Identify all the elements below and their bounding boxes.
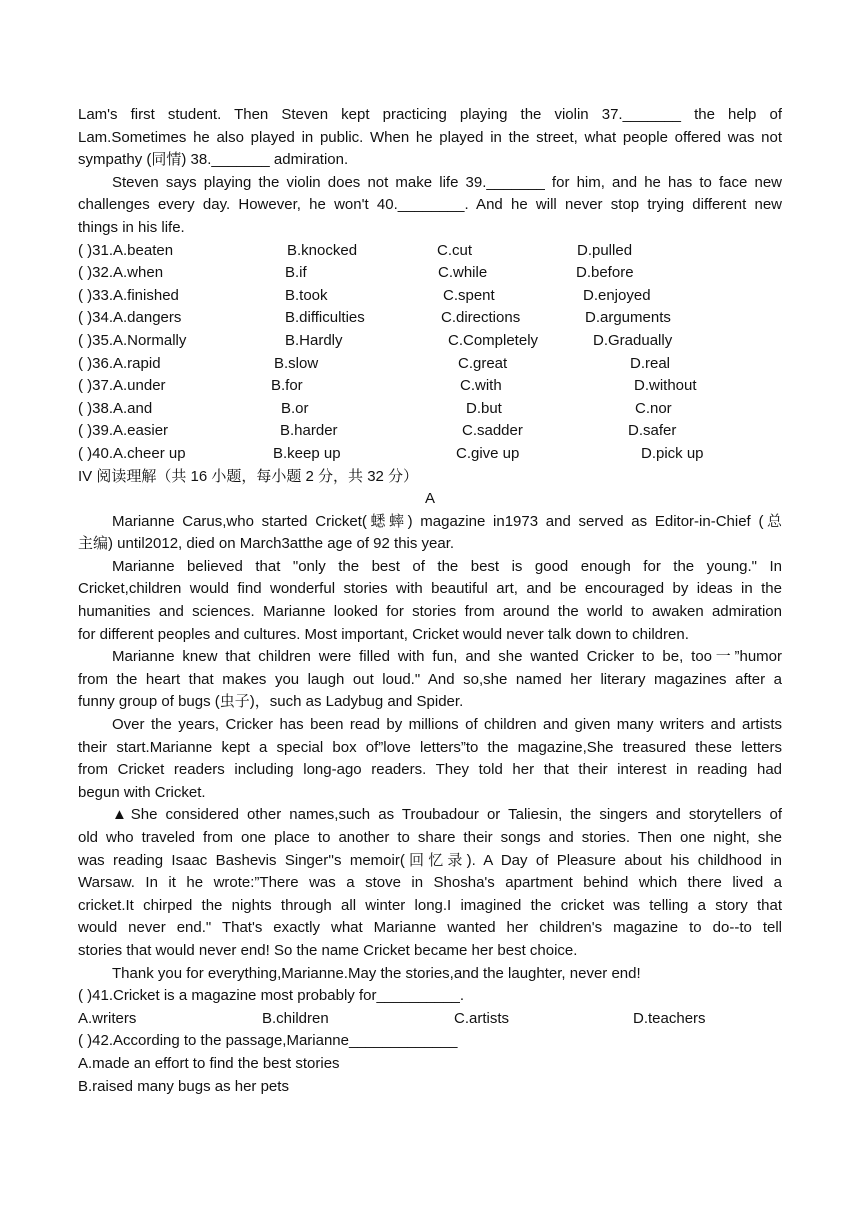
mcq-option-d: D.pulled xyxy=(577,241,633,259)
option-a: A.made an effort to find the best stories xyxy=(78,1054,340,1072)
mcq-option-c: C.great xyxy=(458,354,508,372)
mcq-option-b: B.keep up xyxy=(273,444,341,462)
mcq-stem: ( )31.A.beaten xyxy=(78,241,174,259)
mcq-option-b: B.took xyxy=(285,286,328,304)
mcq-stem: ( )37.A.under xyxy=(78,377,166,395)
passage-line: begun with Cricket. xyxy=(78,783,206,801)
mcq-option-c: C.with xyxy=(460,377,502,395)
mcq-row xyxy=(78,285,782,308)
option-a: A.writers xyxy=(78,1009,137,1027)
mcq-stem: ( )40.A.cheer up xyxy=(78,444,186,462)
passage-line: ▲She considered other names,such as Troubadour or Taliesin, the singers and storytellers of xyxy=(112,806,782,824)
mcq-row xyxy=(78,398,782,421)
passage-line: Warsaw. In it he wrote:”There was a stove in Shosha's apartment behind which there lived a xyxy=(78,874,782,892)
mcq-option-c: C.while xyxy=(438,264,488,282)
option-b: B.children xyxy=(262,1009,329,1027)
passage-line: stories that would never end! So the name Cricket became her best choice. xyxy=(78,941,578,959)
passage-line: humanities and sciences. Marianne looked for stories from around the world to awaken admiration xyxy=(78,603,782,621)
passage-line: Marianne Carus,who started Cricket(蟋蟀) magazine in1973 and served as Editor-in-Chief (总 xyxy=(112,512,782,530)
mcq-option-b: B.Hardly xyxy=(285,331,343,349)
passage-line: from the heart that makes you laugh out loud." And so,she named her literary magazines after a xyxy=(78,670,782,688)
passage-line: for different peoples and cultures. Most important, Cricket would never talk down to children. xyxy=(78,625,689,643)
mcq-option-d: D.without xyxy=(634,377,697,395)
mcq-option-b: B.difficulties xyxy=(285,309,365,327)
mcq-option-d: D.Gradually xyxy=(593,331,673,349)
passage-line: Thank you for everything,Marianne.May the stories,and the laughter, never end! xyxy=(112,964,641,982)
mcq-option-b: B.slow xyxy=(274,354,319,372)
mcq-option-c: C.sadder xyxy=(462,422,523,440)
reading-passage xyxy=(78,511,782,985)
question-stem: ( )41.Cricket is a magazine most probably for__________. xyxy=(78,987,465,1005)
section-heading: IV 阅读理解（共 16 小题，每小题 2 分，共 32 分） xyxy=(78,467,419,485)
cloze-line: Steven says playing the violin does not make life 39._______ for him, and he has to face new xyxy=(112,173,782,191)
mcq-row xyxy=(78,240,782,263)
option-d: D.teachers xyxy=(633,1009,706,1027)
passage-line: from Cricket readers including long-ago readers. They told her that their interest in reading had xyxy=(78,761,782,779)
mcq-option-d: C.nor xyxy=(635,399,672,417)
mcq-option-c: D.but xyxy=(466,399,502,417)
mcq-option-b: B.if xyxy=(285,264,307,282)
passage-line: Marianne knew that children were filled with fun, and she wanted Cricker to be, too一”humor xyxy=(112,648,782,666)
passage-line: old who traveled from one place to another to share their songs and stories. Then one night, she xyxy=(78,829,782,846)
passage-line: 主编) until2012, died on March3atthe age of 92 this year. xyxy=(78,535,455,553)
mcq-stem: ( )33.A.finished xyxy=(78,286,179,304)
mcq-option-d: D.arguments xyxy=(585,309,671,327)
mcq-row xyxy=(78,375,782,398)
cloze-line: things in his life. xyxy=(78,218,185,236)
mcq-option-d: D.pick up xyxy=(641,444,704,462)
mcq-stem: ( )34.A.dangers xyxy=(78,309,182,327)
passage-line: Cricket,children would find wonderful stories with beautiful art, and be encouraged by ideas in the xyxy=(78,580,782,598)
mcq-option-d: D.real xyxy=(630,354,671,372)
passage-line: would never end." That's exactly what Marianne wanted her children's magazine to do--to tell xyxy=(78,919,782,937)
passage-line: funny group of bugs (虫子)，such as Ladybug and Spider. xyxy=(78,693,464,711)
mcq-option-d: D.safer xyxy=(628,422,677,440)
passage-line: their start.Marianne kept a special box of”love letters”to the magazine,She treasured these letters xyxy=(78,738,782,756)
mcq-stem: ( )36.A.rapid xyxy=(78,354,161,372)
mcq-option-b: B.harder xyxy=(280,422,338,440)
mcq-stem: ( )32.A.when xyxy=(78,264,164,282)
passage-line: Marianne believed that "only the best of the best is good enough for the young." In xyxy=(112,557,782,575)
mcq-stem: ( )39.A.easier xyxy=(78,422,169,440)
mcq-option-c: C.Completely xyxy=(448,331,539,349)
cloze-line: Lam.Sometimes he also played in public. When he played in the street, what people offered was not xyxy=(78,128,782,146)
mcq-list xyxy=(78,240,782,466)
mcq-option-c: C.directions xyxy=(441,309,521,327)
question-42 xyxy=(78,1030,782,1098)
mcq-row xyxy=(78,420,782,443)
mcq-option-c: C.spent xyxy=(443,286,495,304)
passage-line: cricket.It chirped the nights through all winter long.I imagined the cricket was telling a story that xyxy=(78,896,782,914)
mcq-row xyxy=(78,353,782,376)
mcq-option-b: B.or xyxy=(281,399,309,417)
passage-line: Over the years, Cricker has been read by millions of children and given many writers and artists xyxy=(112,716,782,734)
question-41 xyxy=(78,985,782,1030)
mcq-option-c: C.cut xyxy=(437,241,473,259)
mcq-row xyxy=(78,307,782,330)
mcq-stem: ( )35.A.Normally xyxy=(78,331,187,349)
mcq-row xyxy=(78,443,782,466)
cloze-passage xyxy=(78,104,782,240)
question-stem: ( )42.According to the passage,Marianne_____________ xyxy=(78,1032,458,1050)
exam-page xyxy=(78,104,782,1098)
mcq-option-d: D.before xyxy=(576,264,634,282)
mcq-option-b: B.for xyxy=(271,377,303,395)
cloze-line: challenges every day. However, he won't 40.________. And he will never stop trying different new xyxy=(78,196,782,214)
mcq-option-d: D.enjoyed xyxy=(583,286,651,304)
mcq-row xyxy=(78,330,782,353)
cloze-line: sympathy (同情) 38._______ admiration. xyxy=(78,151,349,169)
passage-label: A xyxy=(424,490,435,508)
cloze-line: Lam's first student. Then Steven kept practicing playing the violin 37._______ the help of xyxy=(78,106,782,123)
option-b: B.raised many bugs as her pets xyxy=(78,1077,289,1095)
mcq-stem: ( )38.A.and xyxy=(78,399,153,417)
mcq-row xyxy=(78,262,782,285)
option-c: C.artists xyxy=(454,1009,510,1027)
passage-line: was reading Isaac Bashevis Singer''s memoir(回忆录). A Day of Pleasure about his childhood in xyxy=(78,851,782,869)
mcq-option-c: C.give up xyxy=(456,444,520,462)
mcq-option-b: B.knocked xyxy=(287,241,358,259)
question-options xyxy=(78,1008,782,1031)
